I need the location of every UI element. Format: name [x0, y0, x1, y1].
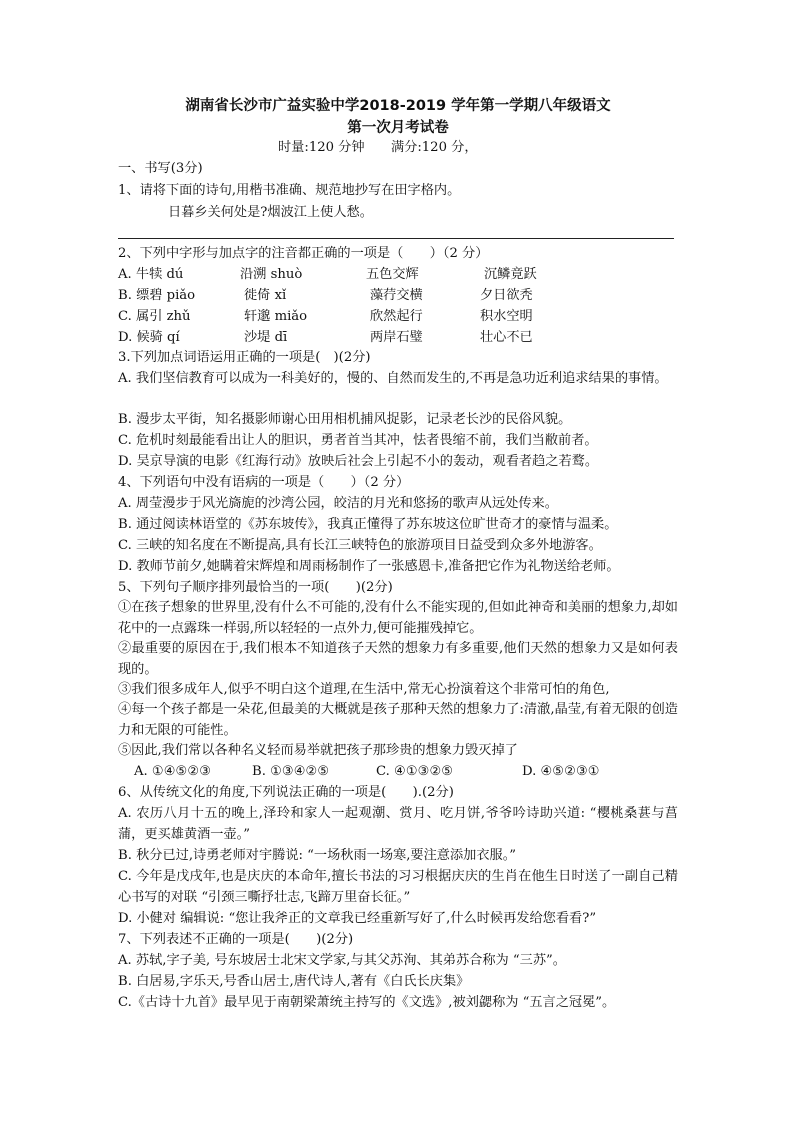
q5-sentence-5: ⑤因此,我们常以各种名义轻而易举就把孩子那珍贵的想象力毁灭掉了: [118, 743, 518, 758]
q5-sentence-4: ④每一个孩子都是一朵花,但最美的大概就是孩子那种天然的想象力了:清澈,晶莹,有着无限的创造力和无限的可能性。: [118, 702, 678, 738]
q2-c-2: 轩邈 miǎo: [244, 309, 308, 324]
q4-option-b: B. 通过阅读林语堂的《苏东坡传》，我真正懂得了苏东坡这位旷世奇才的豪情与温柔。: [118, 517, 618, 532]
q4-stem: 4、下列语句中没有语病的一项是（ ）（2 分）: [118, 475, 410, 490]
q4-option-d: D. 教师节前夕,她瞒着宋辉煌和周雨杨制作了一张感恩卡,准备把它作为礼物送给老师。: [118, 559, 620, 574]
q2-d-4: 壮心不已: [480, 330, 533, 345]
q3-stem: 3.下列加点词语运用正确的一项是( )(2分): [118, 350, 371, 365]
full-score: 满分:120 分，: [390, 140, 478, 155]
q2-a-2: 沿溯 shuò: [240, 267, 303, 282]
q2-d-1: D. 候骑 qí: [118, 330, 180, 345]
time-limit: 时量:120 分钟: [278, 140, 365, 155]
q5-sentence-3: ③我们很多成年人,似乎不明白这个道理,在生活中,常无心扮演着这个非常可怕的角色,: [118, 682, 610, 697]
q2-c-1: C. 属引 zhǔ: [118, 309, 191, 324]
q7-option-a: A. 苏轼,字子美, 号东坡居士北宋文学家,与其父苏洵、其弟苏合称为 “三苏”。: [118, 953, 566, 968]
q5-sentence-1: ①在孩子想象的世界里,没有什么不可能的,没有什么不能实现的,但如此神奇和美丽的想象力,却如花中的一点露珠一样弱,所以轻轻的一点外力,便可能摧残掉它。: [118, 600, 678, 636]
q2-d-3: 两岸石璧: [370, 330, 423, 345]
q3-option-c: C. 危机时刻最能看出让人的胆识，勇者首当其冲，怯者畏缩不前，我们当敝前者。: [118, 433, 598, 448]
q5-sentence-2: ②最重要的原因在于,我们根本不知道孩子天然的想象力有多重要,他们天然的想象力又是如何表现的。: [118, 641, 678, 677]
q2-b-1: B. 缥碧 piǎo: [118, 288, 196, 303]
q6-option-b: B. 秋分已过,诗勇老师对宇腾说: “一场秋雨一场寒,要注意添加衣服。”: [118, 848, 517, 863]
q1-poem: 日暮乡关何处是?烟波江上使人愁。: [168, 205, 373, 220]
q6-option-d: D. 小健对 编辑说: “您让我斧正的文章我已经重新写好了,什么时候再发给您看看?”: [118, 911, 597, 926]
q3-option-b: B. 漫步太平街，知名摄影师谢心田用相机捕风捉影，记录老长沙的民俗风貌。: [118, 412, 572, 427]
q4-option-c: C. 三峡的知名度在不断提高,具有长江三峡特色的旅游项目日益受到众多外地游客。: [118, 538, 602, 553]
q6-option-c: C. 今年是戊戌年,也是庆庆的本命年,擅长书法的习习根据庆庆的生肖在他生日时送了一副自己精心书写的对联 “引颈三嘶抒壮志,飞蹄万里奋长征。”: [118, 869, 678, 905]
q2-stem: 2、下列中字形与加点字的注音都正确的一项是（ ）（2 分）: [118, 246, 489, 261]
q2-d-2: 沙堤 dī: [244, 330, 288, 345]
exam-title-line2: 第一次月考试卷: [347, 120, 449, 136]
q5-option-a: A. ①④⑤②③: [134, 764, 212, 779]
q5-option-b: B. ①③④②⑤: [252, 764, 330, 779]
exam-time: [278, 138, 478, 158]
q2-b-3: 藻荇交横: [370, 288, 423, 303]
q1-stem: 1、请将下面的诗句,用楷书准确、规范地抄写在田字格内。: [118, 183, 461, 198]
q2-a-1: A. 牛犊 dú: [118, 267, 184, 282]
q2-b-4: 夕日欲秃: [480, 288, 533, 303]
q2-c-3: 欣然起行: [370, 309, 423, 324]
q5-stem: 5、下列句子顺序排列最恰当的一项( )(2分): [118, 580, 393, 595]
q2-b-2: 徙倚 xǐ: [244, 288, 287, 303]
q7-option-c: C.《古诗十九首》最早见于南朝梁萧统主持写的《文选》,被刘勰称为 “五言之冠冕”。: [118, 995, 616, 1010]
q3-option-a: A. 我们坚信教育可以成为一科美好的，慢的、自然而发生的,不再是急功近利追求结果的事情。: [118, 371, 668, 386]
exam-title-line1: 湖南省长沙市广益实验中学2018-2019 学年第一学期八年级语文: [185, 98, 611, 114]
q7-stem: 7、下列表述不正确的一项是( )(2分): [118, 932, 354, 947]
q4-option-a: A. 周莹漫步于风光旖旎的沙湾公园，皎洁的月光和悠扬的歌声从远处传来。: [118, 496, 558, 511]
q6-option-a: A. 农历八月十五的晚上,泽玲和家人一起观潮、赏月、吃月饼,爷爷吟诗助兴道: “樱桃桑葚与菖蒲，更买雄黄酒一壶。”: [118, 806, 678, 842]
q7-option-b: B. 白居易,字乐天,号香山居士,唐代诗人,著有《白氏长庆集》: [118, 974, 470, 989]
section1-heading: 一、书写(3分): [118, 161, 203, 176]
q5-option-c: C. ④①③②⑤: [376, 764, 454, 779]
q3-option-d: D. 吴京导演的电影《红海行动》放映后社会上引起不小的轰动，观看者趋之若鹜。: [118, 454, 599, 469]
q2-c-4: 积水空明: [480, 309, 533, 324]
answer-rule: [118, 238, 674, 239]
q2-a-4: 沉鳞竟跃: [484, 267, 537, 282]
q6-stem: 6、从传统文化的角度,下列说法正确的一项是( ).(2分): [118, 785, 454, 800]
q5-option-d: D. ④⑤②③①: [522, 764, 600, 779]
q2-a-3: 五色交辉: [366, 267, 419, 282]
